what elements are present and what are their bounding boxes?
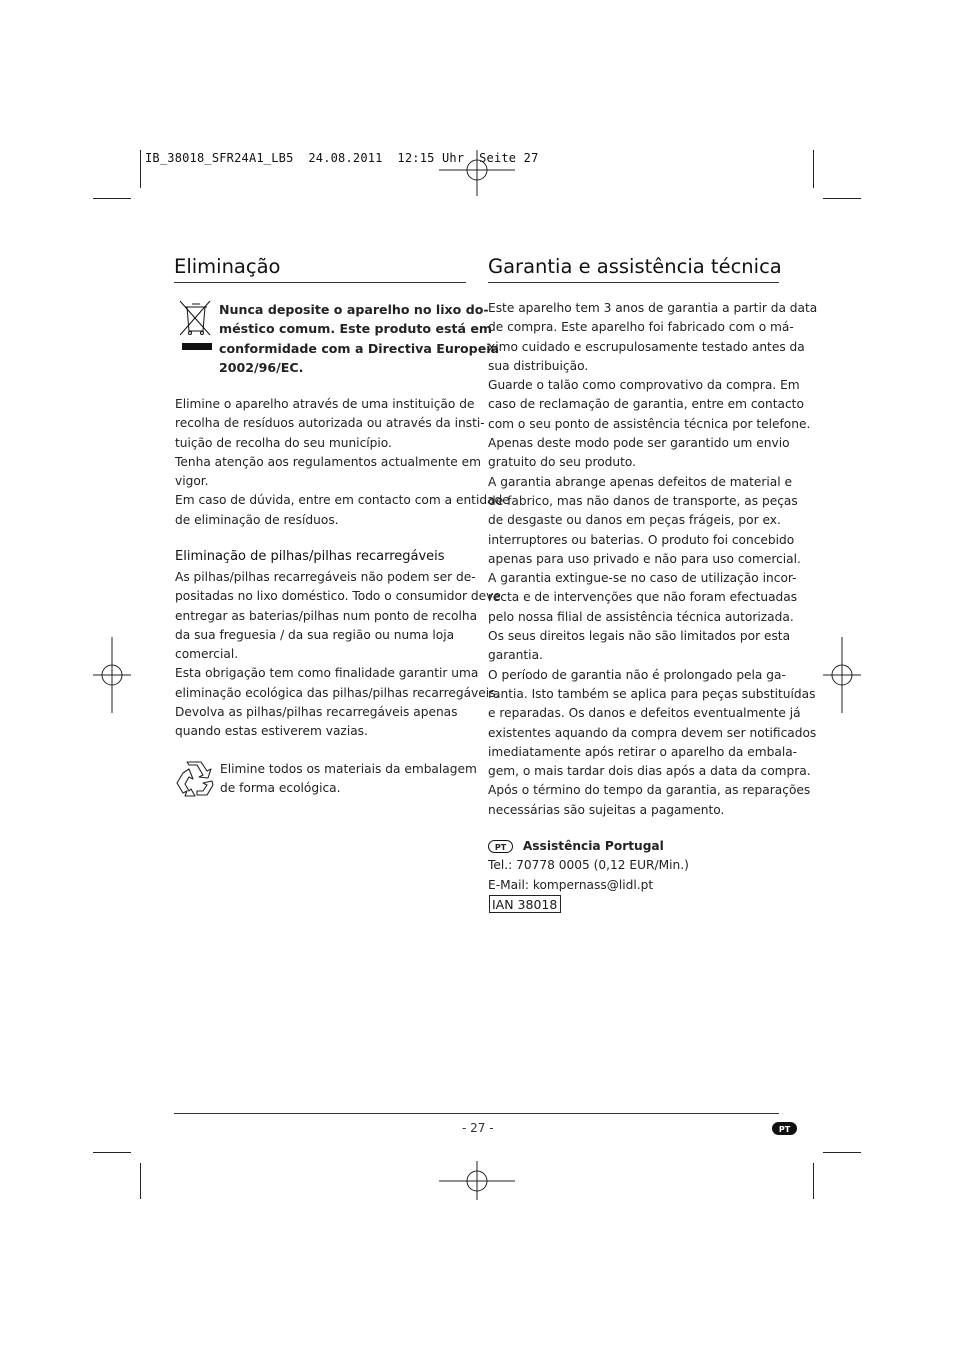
country-badge: PT xyxy=(488,840,513,853)
service-contact xyxy=(488,837,689,895)
service-heading: Assistência Portugal xyxy=(522,839,664,853)
print-slug: IB_38018_SFR24A1_LB5 24.08.2011 12:15 Uhr Seite 27 xyxy=(145,151,539,165)
recycle-icon xyxy=(175,761,215,799)
packaging-note: Elimine todos os materiais da embalagem de forma ecológica. xyxy=(220,762,477,796)
weee-notice: Nunca deposite o aparelho no lixo do- méstico comum. Este produto está em conformidade com a Directiva Europeia 2002/96/EC. xyxy=(219,302,500,375)
service-email: E-Mail: kompernass@lidl.pt xyxy=(488,877,654,892)
ian-box: IAN 38018 xyxy=(489,895,561,913)
batteries-heading: Eliminação de pilhas/pilhas recarregáveis xyxy=(175,549,445,564)
title-rule-left xyxy=(174,282,466,283)
footer-rule xyxy=(174,1113,779,1114)
disposal-body: Elimine o aparelho através de uma instituição de recolha de resíduos autorizada ou através da insti- tuição de recolha do seu município. Tenha atenção aos regulamentos actualmente em vigor. Em caso de dúvida, entre em contacto com a entidade de eliminação de resíduos. xyxy=(175,397,510,527)
page-number: - 27 - xyxy=(462,1121,494,1135)
service-tel: Tel.: 70778 0005 (0,12 EUR/Min.) xyxy=(488,858,689,873)
section-title-disposal: Eliminação xyxy=(174,255,281,278)
title-rule-right xyxy=(488,282,779,283)
section-title-warranty: Garantia e assistência técnica xyxy=(488,255,782,278)
warranty-body: Este aparelho tem 3 anos de garantia a partir da data de compra. Este aparelho foi fabricado com o má- ximo cuidado e escrupulosamente testado antes da sua distribuição. Guarde o talão como comprovativo da compra. Em caso de reclamação de garantia, entre em contacto com o seu ponto de assistência técnica por telefone. Apenas deste modo pode ser garantido um envio gratuito do seu produto. A garantia abrange apenas defeitos de material e de fabrico, mas não danos de transporte, as peças de desgaste ou danos em peças frágeis, por ex. interruptores ou baterias. O produto foi concebido apenas para uso privado e não para uso comercial. A garantia extingue-se no caso de utilização incor- recta e de intervenções que não foram efectuadas pelo nossa filial de assistência técnica autorizada. Os seus direitos legais não são limitados por esta garantia. O período de garantia não é prolongado pela ga- rantia. Isto também se aplica para peças substituídas e reparadas. Os danos e defeitos eventualmente já existentes aquando da compra devem ser notificados imediatamente após retirar o aparelho da embala- gem, o mais tardar dois dias após a data da compra. Após o término do tempo da garantia, as reparações necessárias são sujeitas a pagamento. xyxy=(488,301,818,817)
crossed-bin-icon xyxy=(178,299,214,355)
batteries-body: As pilhas/pilhas recarregáveis não podem ser de- positadas no lixo doméstico. Todo o consumidor deve entregar as baterias/pilhas num ponto de recolha da sua freguesia / da sua região ou numa loja comercial. Esta obrigação tem como finalidade garantir uma eliminação ecológica das pilhas/pilhas recarregáveis. Devolva as pilhas/pilhas recarregáveis apenas quando estas estiverem vazias. xyxy=(175,570,501,739)
language-badge: PT xyxy=(772,1122,797,1135)
